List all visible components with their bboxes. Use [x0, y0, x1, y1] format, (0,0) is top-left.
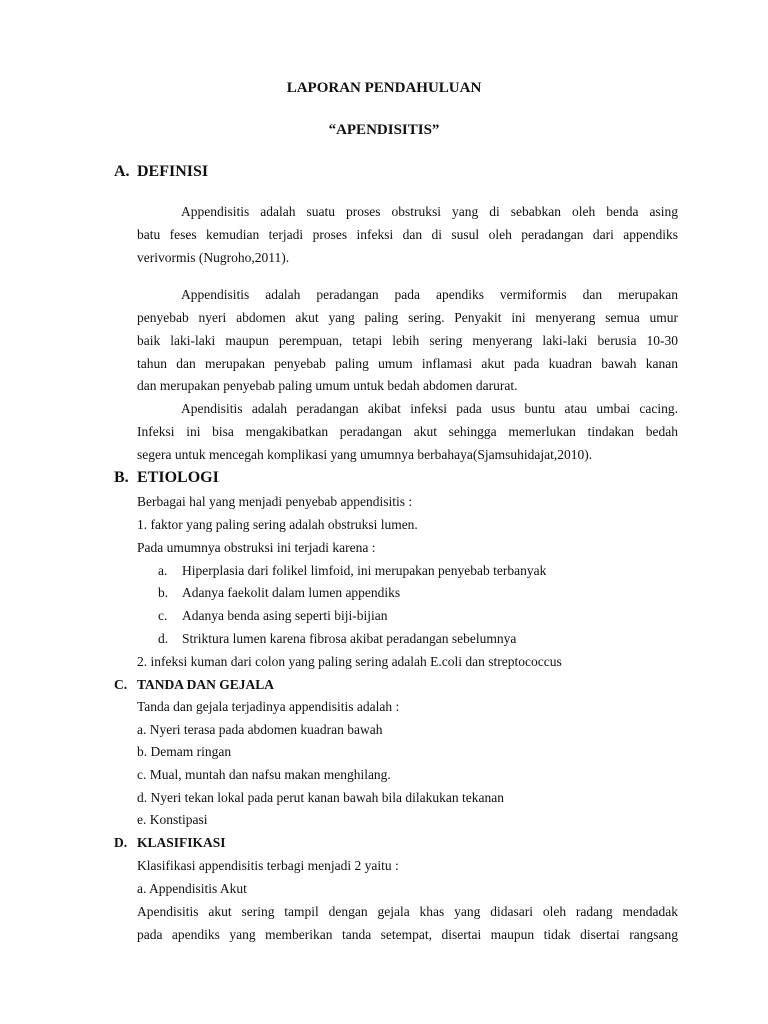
list-item-text: Adanya benda asing seperti biji-bijian: [182, 608, 388, 623]
list-marker: a.: [158, 563, 168, 578]
text-line: Appendisitis adalah suatu proses obstruksi yang di sebabkan oleh benda asing: [181, 204, 678, 219]
document-subtitle: “APENDISITIS”: [328, 122, 440, 138]
text-line: Appendisitis adalah peradangan pada apendiks vermiformis dan merupakan: [181, 287, 678, 302]
section-heading: TANDA DAN GEJALA: [137, 677, 275, 692]
section-letter: B.: [114, 469, 129, 486]
list-item: b. Demam ringan: [137, 744, 232, 759]
list-marker: b.: [158, 585, 169, 600]
text-line: pada apendiks yang memberikan tanda setempat, disertai maupun tidak disertai rangsang: [137, 927, 678, 942]
list-item-text: Striktura lumen karena fibrosa akibat peradangan sebelumnya: [182, 631, 517, 646]
text-line: Apendisitis akut sering tampil dengan gejala khas yang didasari oleh radang mendadak: [137, 904, 678, 919]
text-line: dan merupakan penyebab paling umum untuk bedah abdomen darurat.: [137, 378, 518, 393]
text-line: Apendisitis adalah peradangan akibat infeksi pada usus buntu atau umbai cacing.: [181, 401, 678, 416]
text-line: tahun dan merupakan penyebab paling umum inflamasi akut pada kuadran bawah kanan: [137, 356, 678, 371]
list-item: c. Mual, muntah dan nafsu makan menghilang.: [137, 767, 391, 782]
list-item: a. Nyeri terasa pada abdomen kuadran bawah: [137, 722, 383, 737]
text-line: verivormis (Nugroho,2011).: [137, 250, 290, 265]
list-marker: c.: [158, 608, 168, 623]
list-item: e. Konstipasi: [137, 812, 208, 827]
text-line: segera untuk mencegah komplikasi yang umumnya berbahaya(Sjamsuhidajat,2010).: [137, 447, 593, 462]
text-line: Pada umumnya obstruksi ini terjadi karena :: [137, 540, 376, 555]
text-line: Tanda dan gejala terjadinya appendisitis adalah :: [137, 699, 400, 714]
section-letter: C.: [114, 677, 128, 692]
section-heading: ETIOLOGI: [137, 469, 219, 486]
section-letter: D.: [114, 835, 128, 850]
list-item-text: Adanya faekolit dalam lumen appendiks: [182, 585, 401, 600]
text-line: penyebab nyeri abdomen akut yang paling sering. Penyakit ini menyerang semua umur: [137, 310, 678, 325]
section-heading: DEFINISI: [137, 163, 209, 180]
section-heading: KLASIFIKASI: [137, 835, 226, 850]
list-item: d. Nyeri tekan lokal pada perut kanan bawah bila dilakukan tekanan: [137, 790, 504, 805]
list-item-text: Hiperplasia dari folikel limfoid, ini merupakan penyebab terbanyak: [182, 563, 547, 578]
text-line: 2. infeksi kuman dari colon yang paling sering adalah E.coli dan streptococcus: [137, 654, 562, 669]
text-line: baik laki-laki maupun perempuan, tetapi lebih sering menyerang laki-laki berusia 10-30: [137, 333, 678, 348]
document-title: LAPORAN PENDAHULUAN: [286, 80, 482, 96]
text-line: Berbagai hal yang menjadi penyebab appendisitis :: [137, 494, 413, 509]
section-letter: A.: [114, 163, 130, 180]
list-marker: d.: [158, 631, 169, 646]
text-line: Klasifikasi appendisitis terbagi menjadi 2 yaitu :: [137, 858, 399, 873]
text-line: Infeksi ini bisa mengakibatkan peradangan akut sehingga memerlukan tindakan bedah: [137, 424, 678, 439]
text-line: batu feses kemudian terjadi proses infeksi dan di susul oleh peradangan dari appendiks: [137, 227, 678, 242]
text-line: 1. faktor yang paling sering adalah obstruksi lumen.: [137, 517, 418, 532]
text-line: a. Appendisitis Akut: [137, 881, 247, 896]
